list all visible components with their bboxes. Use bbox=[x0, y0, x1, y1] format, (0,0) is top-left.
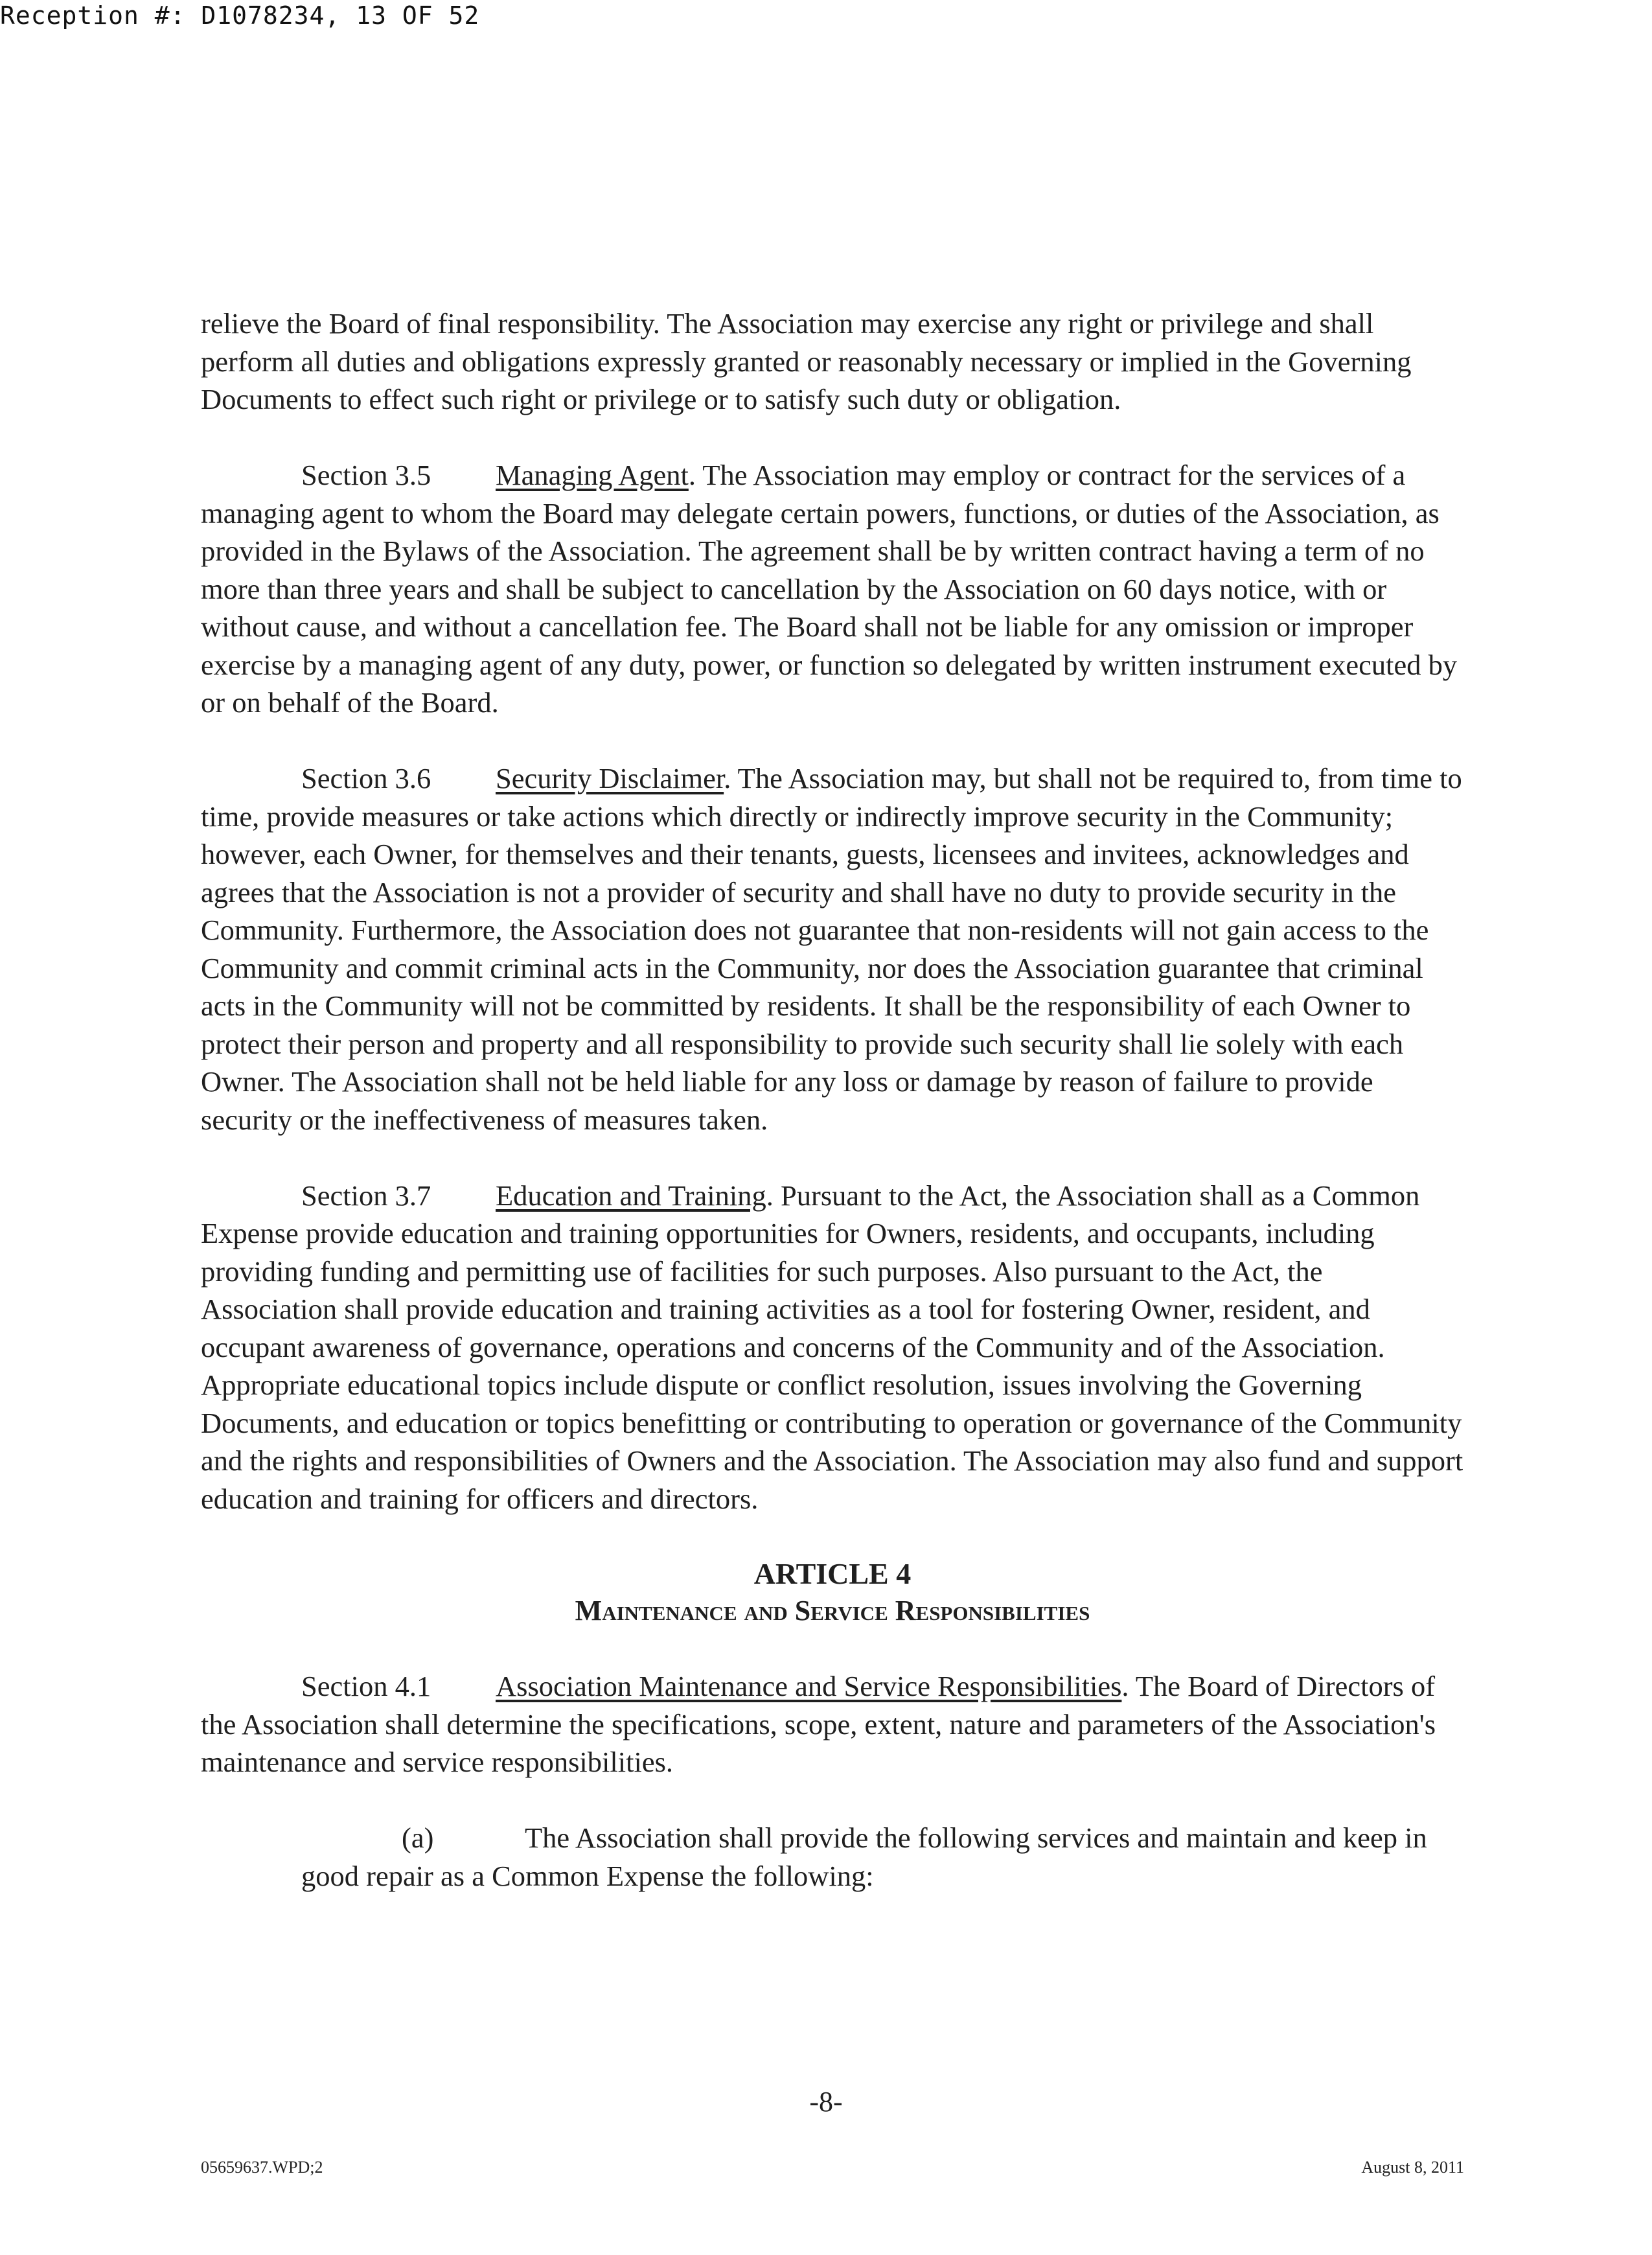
reception-header: Reception #: D1078234, 13 OF 52 bbox=[0, 1, 480, 30]
section-heading: Security Disclaimer bbox=[496, 762, 724, 794]
section-number: Section 3.7 bbox=[301, 1179, 431, 1212]
section-number: Section 4.1 bbox=[301, 1670, 431, 1702]
section-body: The Board of Directors of the Association shall determine the specifications, scope, extent, nature and parameters of the Association's maintenance and service responsibilities. bbox=[201, 1670, 1436, 1778]
intro-paragraph: relieve the Board of final responsibility. The Association may exercise any right or privilege and shall perform all duties and obligations expressly granted or reasonably necessary or implied in the Governing Documents to effect such right or privilege or to satisfy such duty or obligation. bbox=[201, 307, 1412, 415]
section-heading: Managing Agent bbox=[496, 459, 689, 491]
subsection-a bbox=[201, 1819, 1464, 1895]
section-number: Section 3.5 bbox=[301, 459, 431, 491]
section-3-6: Section 3.6 Security Disclaimer. The Association may, but shall not be required to, from time to time, provide measures or take actions which directly or indirectly improve security in the Community; however, each Owner, for themselves and their tenants, guests, licensees and invitees, acknowledges and agrees that the Association is not a provider of security and shall have no duty to provide security in the Community. Furthermore, the Association does not guarantee that non-residents will not gain access to the Community and commit criminal acts in the Community, nor does the Association guarantee that criminal acts in the Community will not be committed by residents. It shall be the responsibility of each Owner to protect their person and property and all responsibility to provide such security shall lie solely with each Owner. The Association shall not be held liable for any loss or damage by reason of failure to provide security or the ineffectiveness of measures taken. bbox=[201, 759, 1464, 1139]
page-number: -8- bbox=[809, 2086, 843, 2118]
section-heading: Association Maintenance and Service Responsibilities bbox=[496, 1670, 1122, 1702]
subsection-body: The Association shall provide the following services and maintain and keep in good repair as a Common Expense the following: bbox=[301, 1821, 1427, 1892]
section-4-1: Section 4.1 Association Maintenance and Service Responsibilities. The Board of Directors of the Association shall determine the specifications, scope, extent, nature and parameters of the Association's maintenance and service responsibilities. bbox=[201, 1667, 1464, 1781]
section-body: The Association may employ or contract for the services of a managing agent to whom the Board may delegate certain powers, functions, or duties of the Association, as provided in the Bylaws of the Association. The agreement shall be by written contract having a term of no more than three years and shall be subject to cancellation by the Association on 60 days notice, with or without cause, and without a cancellation fee. The Board shall not be liable for any omission or improper exercise by a managing agent of any duty, power, or function so delegated by written instrument executed by or on behalf of the Board. bbox=[201, 459, 1458, 719]
section-body: Pursuant to the Act, the Association shall as a Common Expense provide education and training opportunities for Owners, residents, and occupants, including providing funding and permitting use of facilities for such purposes. Also pursuant to the Act, the Association shall provide education and training activities as a tool for fostering Owner, resident, and occupant awareness of governance, operations and concerns of the Community and of the Association. Appropriate educational topics include dispute or conflict resolution, issues involving the Governing Documents, and education or topics benefitting or contributing to operation or governance of the Community and the rights and responsibilities of Owners and the Association. The Association may also fund and support education and training for officers and directors. bbox=[201, 1179, 1463, 1515]
section-3-7: Section 3.7 Education and Training. Pursuant to the Act, the Association shall as a Common Expense provide education and training opportunities for Owners, residents, and occupants, including providing funding and permitting use of facilities for such purposes. Also pursuant to the Act, the Association shall provide education and training activities as a tool for fostering Owner, resident, and occupant awareness of governance, operations and concerns of the Community and of the Association. Appropriate educational topics include dispute or conflict resolution, issues involving the Governing Documents, and education or topics benefitting or contributing to operation or governance of the Community and the rights and responsibilities of Owners and the Association. The Association may also fund and support education and training for officers and directors. bbox=[201, 1177, 1464, 1518]
article-heading bbox=[201, 1556, 1464, 1630]
section-3-5: Section 3.5 Managing Agent. The Association may employ or contract for the services of a managing agent to whom the Board may delegate certain powers, functions, or duties of the Association, as provided in the Bylaws of the Association. The agreement shall be by written contract having a term of no more than three years and shall be subject to cancellation by the Association on 60 days notice, with or without cause, and without a cancellation fee. The Board shall not be liable for any omission or improper exercise by a managing agent of any duty, power, or function so delegated by written instrument executed by or on behalf of the Board. bbox=[201, 456, 1464, 722]
file-id: 05659637.WPD;2 bbox=[201, 2158, 323, 2177]
document-body bbox=[201, 305, 1464, 1895]
article-title: Maintenance and Service Responsibilities bbox=[575, 1594, 1090, 1626]
section-body: The Association may, but shall not be required to, from time to time, provide measures or take actions which directly or indirectly improve security in the Community; however, each Owner, for themselves and their tenants, guests, licensees and invitees, acknowledges and agrees that the Association is not a provider of security and shall have no duty to provide security in the Community. Furthermore, the Association does not guarantee that non-residents will not gain access to the Community and commit criminal acts in the Community, nor does the Association guarantee that criminal acts in the Community will not be committed by residents. It shall be the responsibility of each Owner to protect their person and property and all responsibility to provide such security shall lie solely with each Owner. The Association shall not be held liable for any loss or damage by reason of failure to provide security or the ineffectiveness of measures taken. bbox=[201, 762, 1462, 1136]
document-date: August 8, 2011 bbox=[1361, 2158, 1464, 2177]
subsection-label: (a) bbox=[402, 1821, 434, 1854]
section-number: Section 3.6 bbox=[301, 762, 431, 794]
section-heading: Education and Training bbox=[496, 1179, 766, 1212]
article-number: ARTICLE 4 bbox=[753, 1556, 912, 1590]
